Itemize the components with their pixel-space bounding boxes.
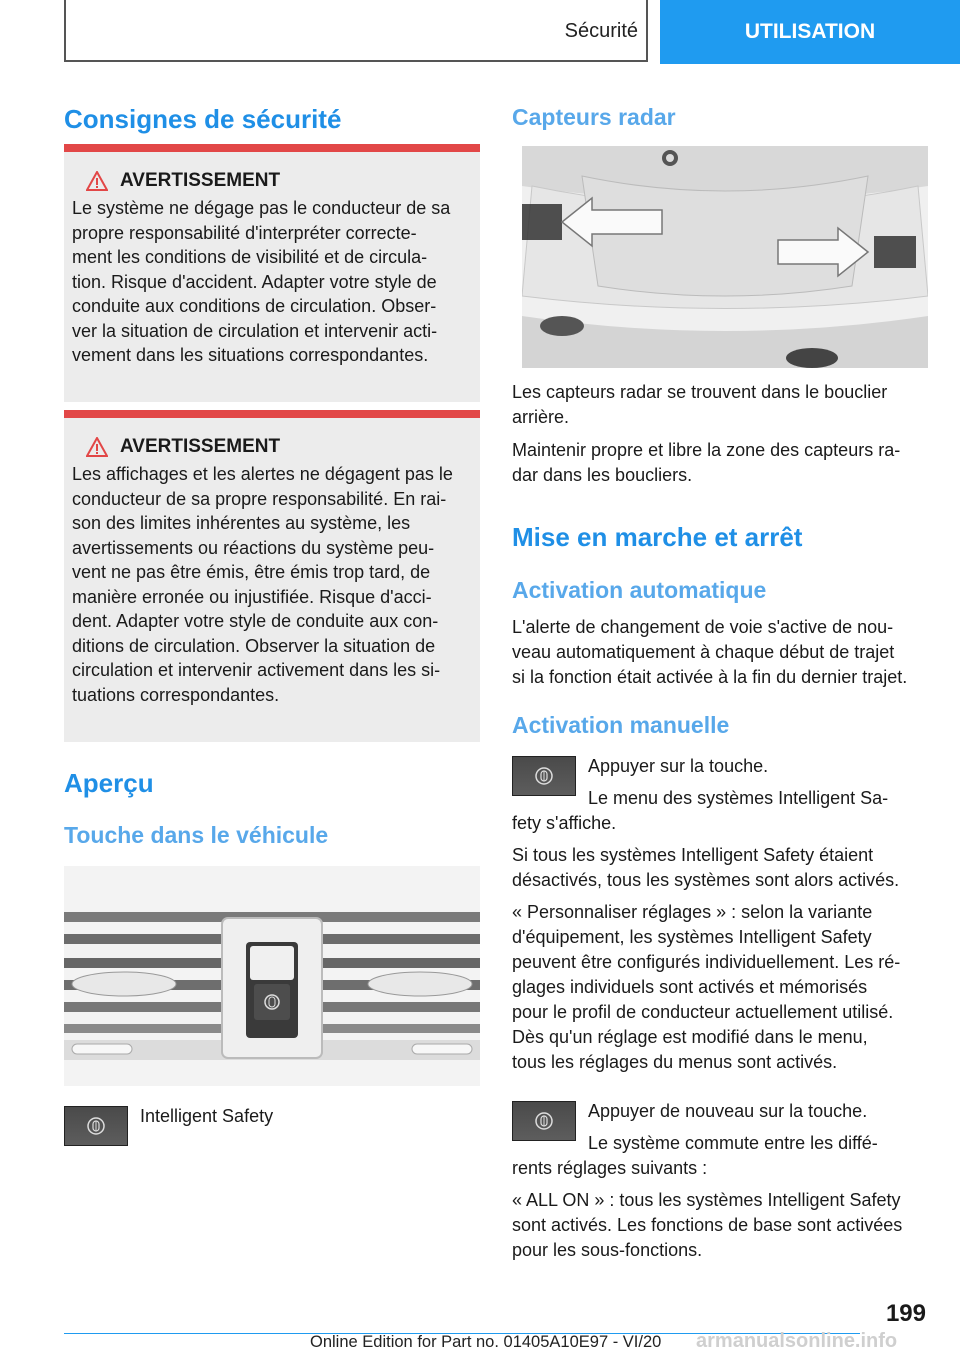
warning-text-2-line: tuations correspondantes. <box>72 684 280 705</box>
again-step-text: rents réglages suivants : <box>512 1158 708 1178</box>
warning-text-2-line: manière erronée ou injustifiée. Risque d'acci- <box>72 586 432 607</box>
auto-activation-heading: Activation automatique <box>512 577 767 603</box>
button-label: Intelligent Safety <box>140 1106 274 1126</box>
intelligent-safety-button-icon <box>512 1101 576 1141</box>
warning-triangle-icon <box>86 437 108 457</box>
auto-paragraph-line: L'alerte de changement de voie s'active de nou- <box>512 617 894 637</box>
allon-paragraph-line: « ALL ON » : tous les systèmes Intelligent Safety <box>512 1190 901 1210</box>
intelligent-safety-button-icon <box>512 756 576 796</box>
manual-paragraph-2-line: d'équipement, les systèmes Intelligent Safety <box>512 927 872 947</box>
warning-text-2-line: Les affichages et les alertes ne dégagent pas le <box>72 464 453 484</box>
manual-step-text: Le menu des systèmes Intelligent Sa- <box>588 788 889 808</box>
warning-box-2 <box>64 410 480 742</box>
radar-sensor-illustration <box>522 146 928 368</box>
radar-paragraph-1-line: arrière. <box>512 407 570 427</box>
header-chapter-tab: UTILISATION <box>660 0 960 64</box>
warning-text-2-line: avertissements ou réactions du système peu- <box>72 537 435 558</box>
manual-paragraph-2-line: glages individuels sont activés et mémorisés <box>512 977 868 997</box>
vent-button-illustration <box>64 866 480 1086</box>
safety-symbol-icon <box>534 1111 554 1131</box>
safety-symbol-icon <box>534 766 554 786</box>
manual-paragraph-2-line: pour le profil de conducteur actuellement utilisé. <box>512 1002 894 1022</box>
warning-text-2-line: vent ne pas être émis, être émis trop tard, de <box>72 562 431 582</box>
manual-step-text: fety s'affiche. <box>512 813 617 833</box>
warning-text-1-line: ment les conditions de visibilité et de circula- <box>72 247 428 267</box>
warning-title-text-1: AVERTISSEMENT <box>120 170 281 191</box>
onoff-heading: Mise en marche et arrêt <box>512 522 803 552</box>
radar-heading: Capteurs radar <box>512 104 676 130</box>
warning-text-1-line: propre responsabilité d'interpréter correcte- <box>72 222 417 243</box>
intelligent-safety-button-icon <box>64 1106 128 1146</box>
radar-paragraph-2-line: Maintenir propre et libre la zone des capteurs ra- <box>512 440 901 460</box>
watermark: armanualsonline.info <box>696 1330 898 1352</box>
warning-title-text-2: AVERTISSEMENT <box>120 436 281 457</box>
header-section: Sécurité <box>564 19 638 42</box>
manual-paragraph-2-line: tous les réglages du menus sont activés. <box>512 1052 838 1072</box>
warning-text-1-line: vement dans les situations correspondantes. <box>72 345 429 365</box>
manual-paragraph-2-line: « Personnaliser réglages » : selon la variante <box>512 902 873 922</box>
manual-paragraph-2-line: Dès qu'un réglage est modifié dans le menu, <box>512 1027 868 1047</box>
radar-paragraph-1-line: Les capteurs radar se trouvent dans le bouclier <box>512 382 888 402</box>
warning-text-1-line: Le système ne dégage pas le conducteur de sa <box>72 198 451 218</box>
safety-symbol-icon <box>86 1116 106 1136</box>
warning-text-2-line: dent. Adapter votre style de conduite aux con- <box>72 611 439 631</box>
warning-box-1 <box>64 144 480 402</box>
warning-title-2 <box>72 436 474 458</box>
again-step-text: Appuyer de nouveau sur la touche. <box>588 1101 868 1121</box>
warning-text-2-line: son des limites inhérentes au système, les <box>72 513 411 533</box>
warning-text-2-line: conducteur de sa propre responsabilité. En rai- <box>72 488 447 509</box>
footer-edition: Online Edition for Part no. 01405A10E97 - VI/20 <box>310 1333 662 1351</box>
page-title: Consignes de sécurité <box>64 104 342 134</box>
radar-paragraph-2-line: dar dans les boucliers. <box>512 465 693 485</box>
page-number: 199 <box>885 1300 926 1327</box>
allon-paragraph-line: sont activés. Les fonctions de base sont activées <box>512 1215 903 1235</box>
warning-text-1-line: tion. Risque d'accident. Adapter votre style de <box>72 271 437 292</box>
warning-text-1-line: conduite aux conditions de circulation. Obser- <box>72 296 437 316</box>
warning-text-2-line: circulation et intervenir activement dans les si- <box>72 660 441 680</box>
allon-paragraph-line: pour les sous-fonctions. <box>512 1240 703 1260</box>
auto-paragraph-line: veau automatiquement à chaque début de trajet <box>512 642 895 662</box>
auto-paragraph-line: si la fonction était activée à la fin du dernier trajet. <box>512 667 908 687</box>
manual-activation-heading: Activation manuelle <box>512 712 730 738</box>
warning-triangle-icon <box>86 171 108 191</box>
manual-paragraph-1-line: désactivés, tous les systèmes sont alors activés. <box>512 870 900 890</box>
button-heading: Touche dans le véhicule <box>64 822 329 848</box>
again-step-text: Le système commute entre les diffé- <box>588 1133 878 1153</box>
warning-text-2-line: ditions de circulation. Observer la situation de <box>72 635 436 656</box>
overview-heading: Aperçu <box>64 768 154 798</box>
warning-title-1 <box>72 170 474 192</box>
warning-text-1-line: ver la situation de circulation et intervenir acti- <box>72 320 438 341</box>
manual-paragraph-2-line: peuvent être configurés individuellement. Les ré- <box>512 952 901 972</box>
manual-step-text: Appuyer sur la touche. <box>588 756 769 776</box>
manual-paragraph-1-line: Si tous les systèmes Intelligent Safety étaient <box>512 845 874 865</box>
